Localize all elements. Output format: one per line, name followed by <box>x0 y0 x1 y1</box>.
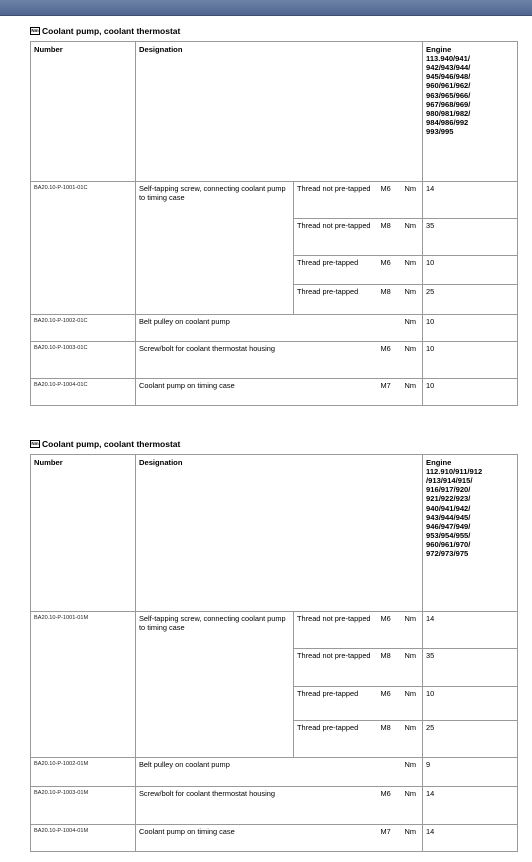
engine-code-line: 113.940/941/ <box>426 54 470 64</box>
section-title-text: Coolant pump, coolant thermostat <box>42 439 181 449</box>
torque-unit: Nm <box>402 256 423 285</box>
thread-condition <box>294 758 378 787</box>
thread-size: M6 <box>378 787 402 825</box>
torque-table <box>30 454 518 852</box>
thread-condition: Thread not pre-tapped <box>294 182 378 219</box>
document-number: BA20.10-P-1003-01C <box>31 342 136 379</box>
section-title <box>30 24 517 38</box>
header-designation: Designation <box>136 42 423 182</box>
engine-label: Engine <box>426 458 452 467</box>
torque-unit: Nm <box>402 721 423 758</box>
thread-condition: Thread pre-tapped <box>294 285 378 315</box>
thread-size <box>378 758 402 787</box>
engine-code-line: 960/961/962/ <box>426 81 471 91</box>
designation-cell: Screw/bolt for coolant thermostat housing <box>136 342 294 379</box>
engine-code-line: 967/968/969/ <box>426 99 471 109</box>
torque-nm-icon: Nm <box>30 440 40 448</box>
engine-code-line: 916/917/920/ <box>426 485 471 495</box>
engine-code-line: 921/922/923/ <box>426 494 471 504</box>
torque-unit: Nm <box>402 219 423 256</box>
torque-section-m <box>30 437 517 852</box>
designation-cell: Coolant pump on timing case <box>136 825 294 852</box>
torque-section-c <box>30 24 517 406</box>
table-row <box>31 182 518 219</box>
engine-code-line: 946/947/949/ <box>426 521 471 531</box>
section-title <box>30 437 517 451</box>
thread-condition: Thread pre-tapped <box>294 721 378 758</box>
torque-unit: Nm <box>402 787 423 825</box>
thread-size: M6 <box>378 182 402 219</box>
table-header-row <box>31 455 518 612</box>
thread-condition <box>294 342 378 379</box>
torque-value: 10 <box>423 256 518 285</box>
engine-code-line: 963/965/966/ <box>426 90 471 100</box>
engine-code-line: 943/944/945/ <box>426 512 471 522</box>
thread-condition: Thread not pre-tapped <box>294 612 378 649</box>
torque-value: 10 <box>423 379 518 406</box>
designation-cell: Belt pulley on coolant pump <box>136 758 294 787</box>
thread-condition: Thread pre-tapped <box>294 256 378 285</box>
torque-value: 14 <box>423 182 518 219</box>
thread-size <box>378 315 402 342</box>
engine-label: Engine <box>426 45 452 54</box>
document-number: BA20.10-P-1003-01M <box>31 787 136 825</box>
designation-cell: Screw/bolt for coolant thermostat housing <box>136 787 294 825</box>
torque-nm-icon: Nm <box>30 27 40 35</box>
torque-value: 10 <box>423 342 518 379</box>
engine-code-line: 960/961/970/ <box>426 539 471 549</box>
thread-size: M6 <box>378 612 402 649</box>
table-row <box>31 758 518 787</box>
thread-condition: Thread not pre-tapped <box>294 219 378 256</box>
torque-unit: Nm <box>402 182 423 219</box>
header-designation: Designation <box>136 455 423 612</box>
table-row <box>31 379 518 406</box>
document-number: BA20.10-P-1004-01M <box>31 825 136 852</box>
designation-cell: Self-tapping screw, connecting coolant pump to timing case <box>136 612 294 758</box>
table-row <box>31 315 518 342</box>
torque-value: 35 <box>423 649 518 687</box>
torque-value: 10 <box>423 315 518 342</box>
thread-condition: Thread pre-tapped <box>294 687 378 721</box>
designation-cell: Self-tapping screw, connecting coolant pump to timing case <box>136 182 294 315</box>
engine-code-line: 980/981/982/ <box>426 108 471 118</box>
document-number: BA20.10-P-1001-01C <box>31 182 136 315</box>
thread-size: M8 <box>378 219 402 256</box>
designation-cell: Coolant pump on timing case <box>136 379 294 406</box>
torque-unit: Nm <box>402 612 423 649</box>
document-number: BA20.10-P-1001-01M <box>31 612 136 758</box>
engine-code-line: 972/973/975 <box>426 549 469 559</box>
thread-size: M8 <box>378 285 402 315</box>
thread-condition: Thread not pre-tapped <box>294 649 378 687</box>
thread-condition <box>294 315 378 342</box>
header-number: Number <box>31 455 136 612</box>
torque-value: 35 <box>423 219 518 256</box>
torque-value: 25 <box>423 285 518 315</box>
header-number: Number <box>31 42 136 182</box>
torque-value: 25 <box>423 721 518 758</box>
document-number: BA20.10-P-1004-01C <box>31 379 136 406</box>
thread-condition <box>294 379 378 406</box>
engine-code-line: /913/914/915/ <box>426 476 473 486</box>
torque-value: 14 <box>423 612 518 649</box>
torque-value: 9 <box>423 758 518 787</box>
window-title-bar <box>0 0 532 16</box>
engine-code-line: 940/941/942/ <box>426 503 471 513</box>
table-row <box>31 342 518 379</box>
table-row <box>31 787 518 825</box>
thread-size: M7 <box>378 825 402 852</box>
torque-unit: Nm <box>402 825 423 852</box>
thread-condition <box>294 787 378 825</box>
torque-value: 10 <box>423 687 518 721</box>
thread-size: M7 <box>378 379 402 406</box>
torque-unit: Nm <box>402 758 423 787</box>
thread-size: M8 <box>378 721 402 758</box>
engine-code-line: 112.910/911/912 <box>426 467 483 477</box>
designation-cell: Belt pulley on coolant pump <box>136 315 294 342</box>
table-row <box>31 612 518 649</box>
thread-size: M6 <box>378 256 402 285</box>
engine-code-line: 984/986/992 <box>426 117 469 127</box>
table-row <box>31 825 518 852</box>
torque-table <box>30 41 518 406</box>
torque-value: 14 <box>423 825 518 852</box>
engine-code-line: 993/995 <box>426 126 454 136</box>
engine-code-line: 945/946/948/ <box>426 72 471 82</box>
header-engine <box>423 455 518 612</box>
torque-unit: Nm <box>402 687 423 721</box>
document-number: BA20.10-P-1002-01M <box>31 758 136 787</box>
thread-size: M6 <box>378 687 402 721</box>
table-header-row <box>31 42 518 182</box>
engine-code-line: 942/943/944/ <box>426 63 471 73</box>
thread-condition <box>294 825 378 852</box>
thread-size: M8 <box>378 649 402 687</box>
torque-unit: Nm <box>402 649 423 687</box>
header-engine <box>423 42 518 182</box>
engine-code-line: 953/954/955/ <box>426 530 471 540</box>
document-number: BA20.10-P-1002-01C <box>31 315 136 342</box>
torque-value: 14 <box>423 787 518 825</box>
thread-size: M6 <box>378 342 402 379</box>
section-title-text: Coolant pump, coolant thermostat <box>42 26 181 36</box>
torque-unit: Nm <box>402 342 423 379</box>
torque-unit: Nm <box>402 285 423 315</box>
torque-unit: Nm <box>402 315 423 342</box>
torque-unit: Nm <box>402 379 423 406</box>
